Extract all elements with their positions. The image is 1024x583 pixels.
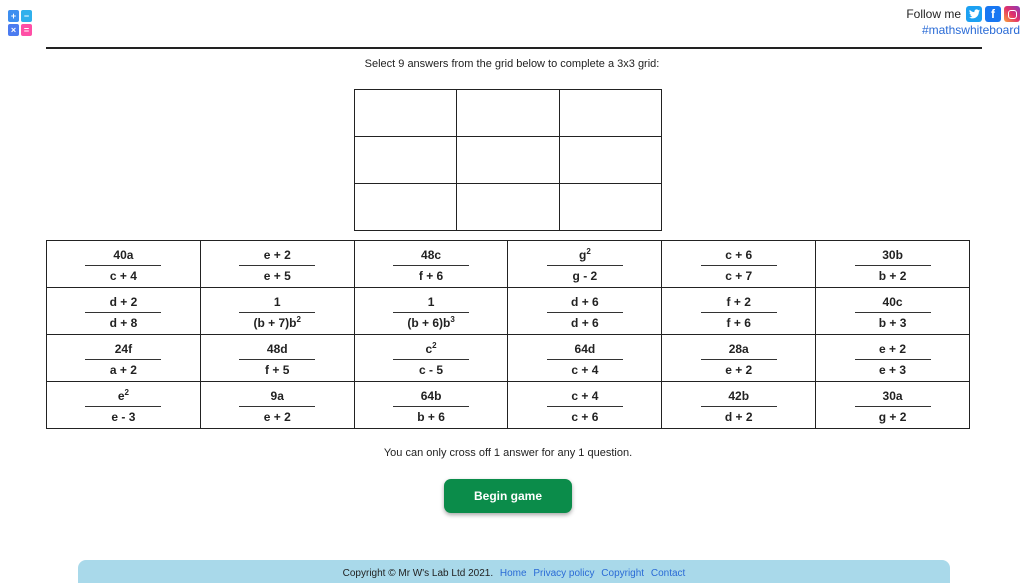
logo-times: × xyxy=(8,24,19,36)
copyright-text: Copyright © Mr W's Lab Ltd 2021. xyxy=(342,568,494,579)
grid-cell[interactable] xyxy=(355,184,457,231)
numerator xyxy=(855,389,931,407)
denominator xyxy=(547,407,623,424)
fraction xyxy=(85,389,161,424)
denominator xyxy=(393,407,469,424)
exponent: 2 xyxy=(432,340,437,350)
numerator xyxy=(547,389,623,407)
numerator-text: c + 4 xyxy=(571,388,599,403)
numerator xyxy=(85,389,161,407)
numerator xyxy=(547,342,623,360)
denominator xyxy=(239,360,315,377)
footer xyxy=(78,560,950,583)
denominator-text: e - 3 xyxy=(111,409,136,424)
numerator-text: c + 6 xyxy=(725,247,753,262)
answer-option[interactable] xyxy=(816,335,970,382)
numerator xyxy=(701,248,777,266)
denominator xyxy=(239,266,315,283)
denominator xyxy=(547,313,623,330)
answer-option[interactable] xyxy=(662,241,816,288)
denominator xyxy=(701,360,777,377)
numerator-text: 9a xyxy=(270,388,284,403)
fraction xyxy=(393,342,469,377)
fraction xyxy=(239,295,315,330)
answer-option[interactable] xyxy=(354,288,508,335)
denominator xyxy=(701,313,777,330)
numerator-text: 24f xyxy=(114,341,133,356)
denominator-text: g - 2 xyxy=(572,268,598,283)
answer-option[interactable] xyxy=(200,335,354,382)
answer-row xyxy=(47,241,970,288)
answer-option[interactable] xyxy=(47,382,201,429)
denominator-text: c + 6 xyxy=(571,409,599,424)
facebook-icon[interactable]: f xyxy=(985,6,1001,22)
fraction xyxy=(239,248,315,283)
numerator xyxy=(701,342,777,360)
fraction xyxy=(547,248,623,283)
denominator-text: g + 2 xyxy=(878,409,907,424)
denominator-text: c + 4 xyxy=(109,268,137,283)
fraction xyxy=(393,248,469,283)
answer-option[interactable] xyxy=(816,382,970,429)
numerator xyxy=(85,342,161,360)
exponent: 2 xyxy=(124,387,129,397)
denominator-text: c + 4 xyxy=(571,362,599,377)
denominator xyxy=(855,313,931,330)
fraction xyxy=(239,342,315,377)
denominator-text: e + 2 xyxy=(725,362,753,377)
header-divider xyxy=(46,47,982,49)
numerator xyxy=(701,295,777,313)
denominator-text: d + 2 xyxy=(724,409,753,424)
logo-minus: − xyxy=(21,10,32,22)
fraction xyxy=(85,342,161,377)
answer-option[interactable] xyxy=(200,382,354,429)
grid-cell[interactable] xyxy=(457,137,559,184)
exponent: 2 xyxy=(586,246,591,256)
denominator-text: f + 6 xyxy=(418,268,444,283)
fraction xyxy=(85,248,161,283)
follow-label: Follow me xyxy=(906,7,961,21)
grid-cell[interactable] xyxy=(559,137,661,184)
denominator xyxy=(393,266,469,283)
numerator xyxy=(393,248,469,266)
numerator-text: 30b xyxy=(882,247,903,262)
numerator-text: 42b xyxy=(728,388,750,403)
answer-row xyxy=(47,382,970,429)
fraction xyxy=(855,248,931,283)
answer-option[interactable] xyxy=(816,241,970,288)
numerator-text: 1 xyxy=(273,294,281,309)
numerator xyxy=(85,295,161,313)
grid-cell[interactable] xyxy=(355,90,457,137)
denominator xyxy=(701,407,777,424)
answer-option[interactable] xyxy=(47,288,201,335)
twitter-icon[interactable] xyxy=(966,6,982,22)
numerator-text: e + 2 xyxy=(263,247,291,262)
denominator xyxy=(547,266,623,283)
numerator-text: 28a xyxy=(728,341,749,356)
fraction xyxy=(85,295,161,330)
denominator xyxy=(855,266,931,283)
numerator-text: 64b xyxy=(420,388,442,403)
grid-cell[interactable] xyxy=(457,184,559,231)
numerator-text: e + 2 xyxy=(879,341,907,356)
answer-option[interactable] xyxy=(47,335,201,382)
numerator xyxy=(547,295,623,313)
numerator xyxy=(393,389,469,407)
numerator-text: 48d xyxy=(266,341,288,356)
numerator-text: c xyxy=(425,341,433,356)
answer-option[interactable] xyxy=(200,288,354,335)
denominator xyxy=(239,313,315,330)
logo-plus: + xyxy=(8,10,19,22)
numerator-text: 64d xyxy=(574,341,596,356)
numerator xyxy=(855,342,931,360)
fraction xyxy=(855,389,931,424)
numerator xyxy=(393,342,469,360)
fraction xyxy=(855,342,931,377)
numerator xyxy=(239,342,315,360)
numerator-text: 40a xyxy=(113,247,134,262)
answer-option[interactable] xyxy=(354,241,508,288)
numerator xyxy=(547,248,623,266)
denominator-text: c + 7 xyxy=(725,268,753,283)
answer-options-table xyxy=(46,240,970,429)
answer-option[interactable] xyxy=(508,335,662,382)
denominator-text: d + 8 xyxy=(109,315,138,330)
fraction xyxy=(393,295,469,330)
answer-row xyxy=(47,288,970,335)
grid-cell[interactable] xyxy=(355,137,457,184)
fraction xyxy=(701,342,777,377)
fraction xyxy=(547,389,623,424)
numerator-text: e xyxy=(117,388,125,403)
denominator-text: b + 3 xyxy=(878,315,907,330)
denominator-text: d + 6 xyxy=(571,315,599,330)
follow-section xyxy=(906,6,1020,37)
denominator xyxy=(85,360,161,377)
bingo-grid xyxy=(354,89,662,231)
denominator xyxy=(701,266,777,283)
numerator-text: f + 2 xyxy=(726,294,751,309)
footer-link-contact[interactable]: Contact xyxy=(650,568,686,579)
numerator xyxy=(393,295,469,313)
numerator xyxy=(239,295,315,313)
exponent: 2 xyxy=(296,314,301,324)
fraction xyxy=(701,295,777,330)
numerator-text: 48c xyxy=(421,247,442,262)
footer-link-copyright[interactable]: Copyright xyxy=(601,568,645,579)
denominator-text: b + 6 xyxy=(417,409,445,424)
logo-equals: = xyxy=(21,24,32,36)
denominator xyxy=(393,313,469,330)
answer-option[interactable] xyxy=(662,382,816,429)
fraction xyxy=(701,389,777,424)
denominator xyxy=(239,407,315,424)
denominator xyxy=(855,360,931,377)
answer-option[interactable] xyxy=(508,288,662,335)
numerator-text: 40c xyxy=(882,294,903,309)
fraction xyxy=(547,295,623,330)
fraction xyxy=(701,248,777,283)
numerator-text: g xyxy=(578,247,587,262)
denominator xyxy=(393,360,469,377)
denominator-text: b + 2 xyxy=(878,268,907,283)
answer-row xyxy=(47,335,970,382)
grid-cell[interactable] xyxy=(457,90,559,137)
exponent: 3 xyxy=(450,314,455,324)
hashtag-link[interactable]: #mathswhiteboard xyxy=(921,23,1020,37)
answer-option[interactable] xyxy=(662,288,816,335)
denominator-text: e + 3 xyxy=(879,362,907,377)
numerator-text: 1 xyxy=(427,294,435,309)
answer-options-body xyxy=(47,241,970,429)
numerator xyxy=(239,389,315,407)
denominator-text: f + 5 xyxy=(265,362,290,377)
answer-option[interactable] xyxy=(200,241,354,288)
numerator xyxy=(239,248,315,266)
answer-option[interactable] xyxy=(508,382,662,429)
denominator xyxy=(85,266,161,283)
denominator-text: (b + 7)b xyxy=(253,315,297,330)
fraction xyxy=(393,389,469,424)
answer-option[interactable] xyxy=(354,382,508,429)
numerator xyxy=(855,295,931,313)
answer-option[interactable] xyxy=(354,335,508,382)
denominator-text: c - 5 xyxy=(419,362,444,377)
denominator-text: (b + 6)b xyxy=(407,315,451,330)
grid-cell[interactable] xyxy=(559,184,661,231)
denominator xyxy=(547,360,623,377)
denominator-text: f + 6 xyxy=(726,315,751,330)
site-logo[interactable] xyxy=(8,10,32,36)
footer-link-home[interactable]: Home xyxy=(499,568,527,579)
fraction xyxy=(239,389,315,424)
grid-cell[interactable] xyxy=(559,90,661,137)
numerator xyxy=(701,389,777,407)
instruction-text: Select 9 answers from the grid below to complete a 3x3 grid: xyxy=(364,58,660,70)
numerator xyxy=(85,248,161,266)
rule-note: You can only cross off 1 answer for any 1 question. xyxy=(383,447,633,459)
begin-game-button[interactable]: Begin game xyxy=(444,479,572,513)
numerator-text: d + 6 xyxy=(571,294,599,309)
instagram-icon[interactable] xyxy=(1004,6,1020,22)
numerator-text: 30a xyxy=(882,388,903,403)
fraction xyxy=(855,295,931,330)
numerator-text: d + 2 xyxy=(109,294,138,309)
numerator xyxy=(855,248,931,266)
answer-option[interactable] xyxy=(47,241,201,288)
denominator xyxy=(85,407,161,424)
denominator-text: e + 5 xyxy=(263,268,291,283)
denominator-text: e + 2 xyxy=(263,409,291,424)
fraction xyxy=(547,342,623,377)
denominator xyxy=(855,407,931,424)
answer-option[interactable] xyxy=(816,288,970,335)
answer-option[interactable] xyxy=(508,241,662,288)
answer-option[interactable] xyxy=(662,335,816,382)
denominator-text: a + 2 xyxy=(109,362,137,377)
denominator xyxy=(85,313,161,330)
footer-link-privacy[interactable]: Privacy policy xyxy=(533,568,595,579)
